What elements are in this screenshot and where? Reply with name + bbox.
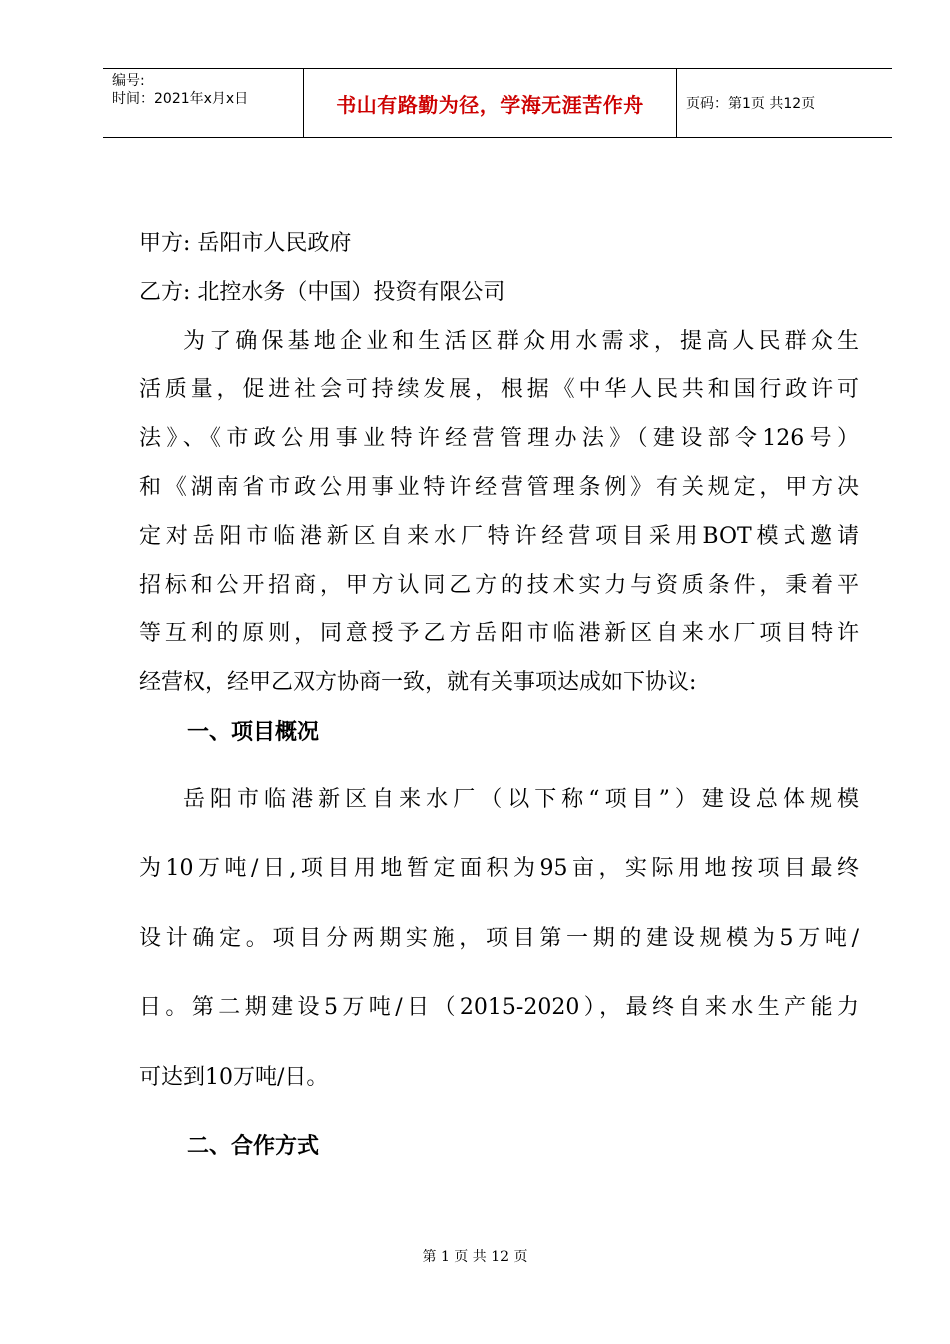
section-1-line: 可达到10万吨/日。 [139, 1064, 329, 1090]
intro-line: 招标和公开招商，甲方认同乙方的技术实力与资质条件，秉着平 [139, 572, 859, 598]
intro-line: 等互利的原则，同意授予乙方岳阳市临港新区自来水厂项目特许 [139, 621, 859, 647]
number-label: 编号: [112, 73, 145, 89]
header-meta [103, 69, 304, 137]
section-1-line: 设计确定。项目分两期实施，项目第一期的建设规模为5万吨/ [139, 925, 859, 951]
page-header [103, 68, 892, 138]
intro-line: 定对岳阳市临港新区自来水厂特许经营项目采用BOT模式邀请 [139, 523, 859, 549]
section-1-line: 岳阳市临港新区自来水厂（以下称“项目”）建设总体规模 [183, 786, 859, 812]
page-footer: 第 1 页 共 12 页 [422, 1249, 528, 1265]
intro-line: 活质量，促进社会可持续发展，根据《中华人民共和国行政许可 [139, 377, 859, 403]
intro-line: 法》、《市政公用事业特许经营管理办法》（建设部令126号） [139, 426, 859, 452]
intro-line: 为了确保基地企业和生活区群众用水需求，提高人民群众生 [183, 328, 859, 354]
intro-line: 和《湖南省市政公用事业特许经营管理条例》有关规定，甲方决 [139, 474, 859, 500]
agreement-text [139, 220, 859, 708]
party-b: 乙方: 北控水务（中国）投资有限公司 [139, 279, 506, 305]
section-1-line: 为10万吨/日,项目用地暂定面积为95亩，实际用地按项目最终 [139, 856, 859, 882]
section-2-title: 二、合作方式 [187, 1134, 320, 1160]
header-motto: 书山有路勤为径，学海无涯苦作舟 [304, 69, 677, 137]
time-label: 时间：2021年x月x日 [112, 91, 249, 107]
header-page-info: 页码：第1页 共12页 [686, 96, 816, 112]
section-1-text [139, 765, 859, 1113]
document-body [139, 220, 859, 1181]
intro-line: 经营权，经甲乙双方协商一致，就有关事项达成如下协议: [139, 670, 697, 696]
section-1-line: 日。第二期建设5万吨/日（2015-2020），最终自来水生产能力 [139, 995, 859, 1021]
party-a: 甲方: 岳阳市人民政府 [139, 231, 352, 256]
section-1-title: 一、项目概况 [187, 719, 320, 745]
